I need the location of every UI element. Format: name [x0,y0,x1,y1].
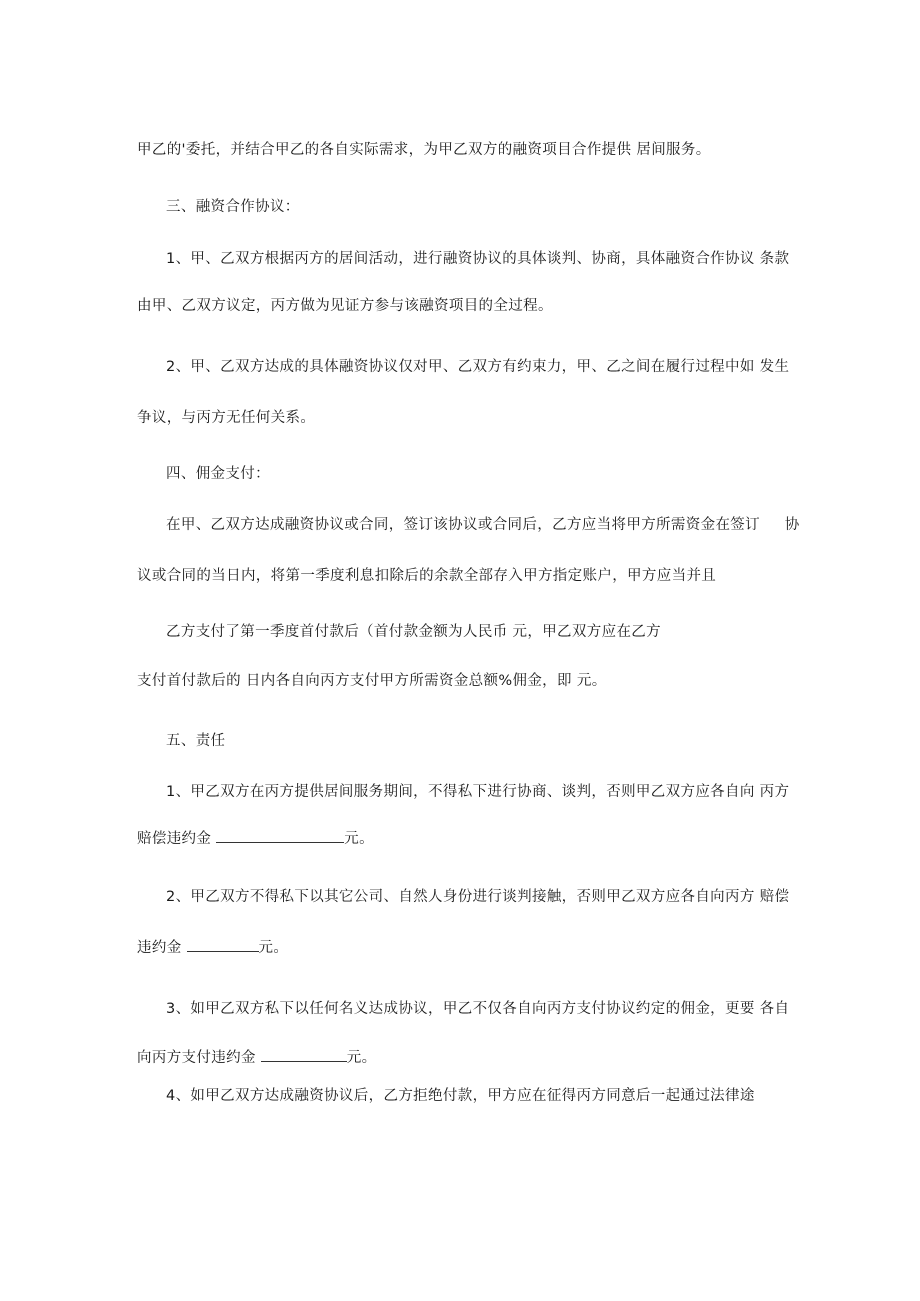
paragraph-line: 由甲、乙双方议定，丙方做为见证方参与该融资项目的全过程。 [137,298,553,314]
line-text: 违约金 [137,940,187,956]
paragraph-line: 1、甲乙双方在丙方提供居间服务期间，不得私下进行协商、谈判，否则甲乙双方应各自向 丙方 [166,784,790,800]
paragraph-line-with-blank [137,938,288,958]
paragraph-line: 争议，与丙方无任何关系。 [137,410,316,426]
paragraph-line: 甲乙的'委托，并结合甲乙的各自实际需求，为甲乙双方的融资项目合作提供 居间服务。 [137,142,711,158]
section-heading-five: 五、责任 [166,733,226,749]
paragraph-line: 1、甲、乙双方根据丙方的居间活动，进行融资协议的具体谈判、协商，具体融资合作协议 条款 [166,251,790,267]
line-text: 元。 [344,831,374,847]
paragraph-line: 3、如甲乙双方私下以任何名义达成协议，甲乙不仅各自向丙方支付协议约定的佣金，更要 各自 [166,1001,790,1017]
paragraph-line: 在甲、乙双方达成融资协议或合同，签订该协议或合同后，乙方应当将甲方所需资金在签订 协 [166,517,800,533]
paragraph-line: 议或合同的当日内，将第一季度利息扣除后的余款全部存入甲方指定账户，甲方应当并且 [137,568,717,584]
fill-in-blank [187,939,259,952]
section-heading-four: 四、佣金支付： [166,466,270,482]
paragraph-line-with-blank [137,1048,376,1068]
line-text: 元。 [346,1050,377,1066]
paragraph-line: 2、甲乙双方不得私下以其它公司、自然人身份进行谈判接触，否则甲乙双方应各自向丙方 赔偿 [166,889,790,905]
section-heading-three: 三、融资合作协议： [166,199,300,215]
paragraph-line-with-blank [137,829,374,849]
fill-in-blank [261,1049,347,1062]
paragraph-line: 支付首付款后的 日内各自向丙方支付甲方所需资金总额%佣金，即 元。 [137,673,607,689]
paragraph-line: 2、甲、乙双方达成的具体融资协议仅对甲、乙双方有约束力，甲、乙之间在履行过程中如 发生 [166,359,790,375]
paragraph-line: 4、如甲乙双方达成融资协议后，乙方拒绝付款，甲方应在征得丙方同意后一起通过法律途 [166,1088,755,1104]
line-text: 赔偿违约金 [137,831,217,847]
paragraph-line: 乙方支付了第一季度首付款后（首付款金额为人民币 元，甲乙双方应在乙方 [166,624,662,640]
fill-in-blank [216,830,344,843]
line-text: 元。 [258,940,289,956]
line-text: 向丙方支付违约金 [137,1050,261,1066]
